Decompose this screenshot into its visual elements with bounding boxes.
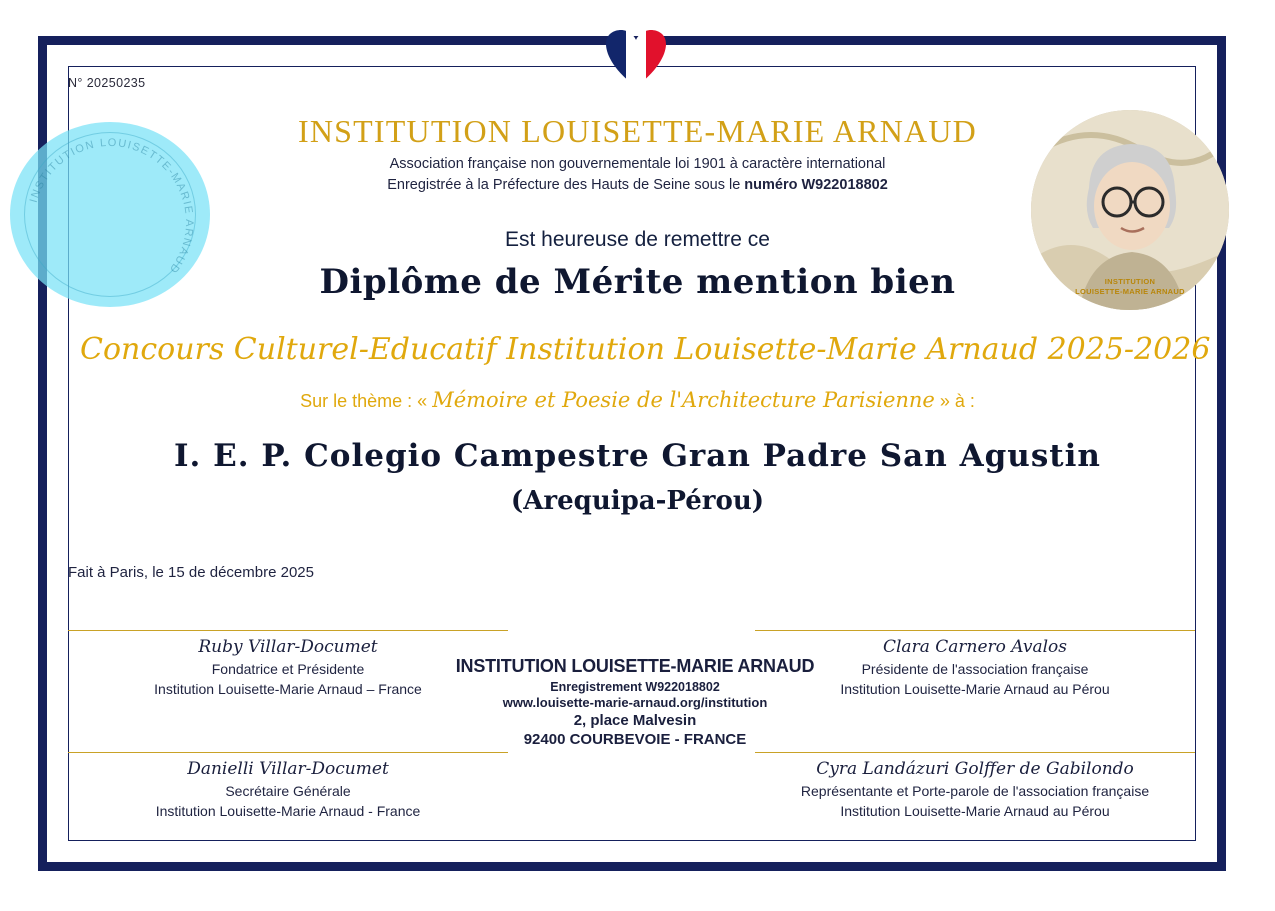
founder-portrait-medallion [1031, 110, 1229, 310]
portrait-caption-line1: INSTITUTION [1104, 277, 1156, 287]
signature-role-line1: Présidente de l'association française [861, 661, 1089, 677]
signature-role-line1: Représentante et Porte-parole de l'association française [800, 783, 1150, 799]
signature-role-line1: Fondatrice et Présidente [211, 661, 365, 677]
diploma-title: Diplôme de Mérite mention bien [319, 262, 956, 302]
place-and-date: Fait à Paris, le 15 de décembre 2025 [68, 564, 314, 581]
seal-text [10, 122, 210, 307]
stamp-registration: Enregistrement W922018802 [550, 679, 720, 694]
registration-number: numéro W922018802 [744, 177, 888, 193]
signature-rule [68, 630, 508, 631]
recipient-location: (Arequipa-Pérou) [510, 486, 765, 516]
signature-block-founder [68, 630, 508, 700]
signature-role-line2: Institution Louisette-Marie Arnaud au Pérou [840, 803, 1110, 820]
organization-subtitle-1: Association française non gouvernementale loi 1901 à caractère international [389, 156, 886, 172]
french-flag-heart-icon [605, 30, 667, 88]
signature-name: Ruby Villar-Documet [198, 637, 378, 657]
signature-role-line2: Institution Louisette-Marie Arnaud – France [154, 681, 422, 698]
contest-title: Concours Culturel-Educatif Institution Louisette-Marie Arnaud 2025-2026 [80, 332, 1211, 367]
organization-subtitle-2 [230, 177, 1045, 193]
intro-text: Est heureuse de remettre ce [505, 228, 770, 251]
theme-text: Mémoire et Poesie de l'Architecture Parisienne [432, 388, 935, 412]
stamp-title: INSTITUTION LOUISETTE-MARIE ARNAUD [455, 656, 815, 676]
signature-block-secretary [68, 752, 508, 822]
portrait-caption-line2: LOUISETTE-MARIE ARNAUD [1075, 286, 1185, 296]
signature-block-spokesperson [755, 752, 1195, 822]
signature-role-line2: Institution Louisette-Marie Arnaud - France [155, 803, 421, 820]
signature-name: Cyra Landázuri Golffer de Gabilondo [816, 759, 1134, 779]
stamp-website: www.louisette-marie-arnaud.org/institution [502, 695, 768, 711]
embossed-seal [10, 122, 210, 307]
signature-block-president [755, 630, 1195, 700]
signature-name: Clara Carnero Avalos [882, 637, 1067, 657]
signature-rule [755, 630, 1195, 631]
signature-role-line1: Secrétaire Générale [225, 783, 351, 799]
organization-title: INSTITUTION LOUISETTE-MARIE ARNAUD [298, 113, 977, 149]
recipient-name: I. E. P. Colegio Campestre Gran Padre San Agustin [174, 438, 1101, 474]
stamp-address: 2, place Malvesin [573, 712, 697, 730]
theme-suffix: » à : [939, 391, 975, 411]
signature-role-line2: Institution Louisette-Marie Arnaud au Pérou [840, 681, 1110, 698]
signature-rule [68, 752, 508, 753]
signature-rule [755, 752, 1195, 753]
theme-line [150, 388, 1125, 412]
stamp-city: 92400 COURBEVOIE - FRANCE [523, 731, 747, 749]
signature-name: Danielli Villar-Documet [187, 759, 389, 779]
registration-prefix: Enregistrée à la Préfecture des Hauts de Seine sous le [387, 177, 745, 193]
center-stamp [455, 655, 815, 750]
portrait-caption [1031, 277, 1229, 296]
svg-text:INSTITUTION LOUISETTE-MARIE AR: INSTITUTION LOUISETTE-MARIE ARNAUD [27, 136, 196, 276]
theme-prefix: Sur le thème : « [300, 391, 428, 411]
serial-number: N° 20250235 [68, 76, 146, 90]
